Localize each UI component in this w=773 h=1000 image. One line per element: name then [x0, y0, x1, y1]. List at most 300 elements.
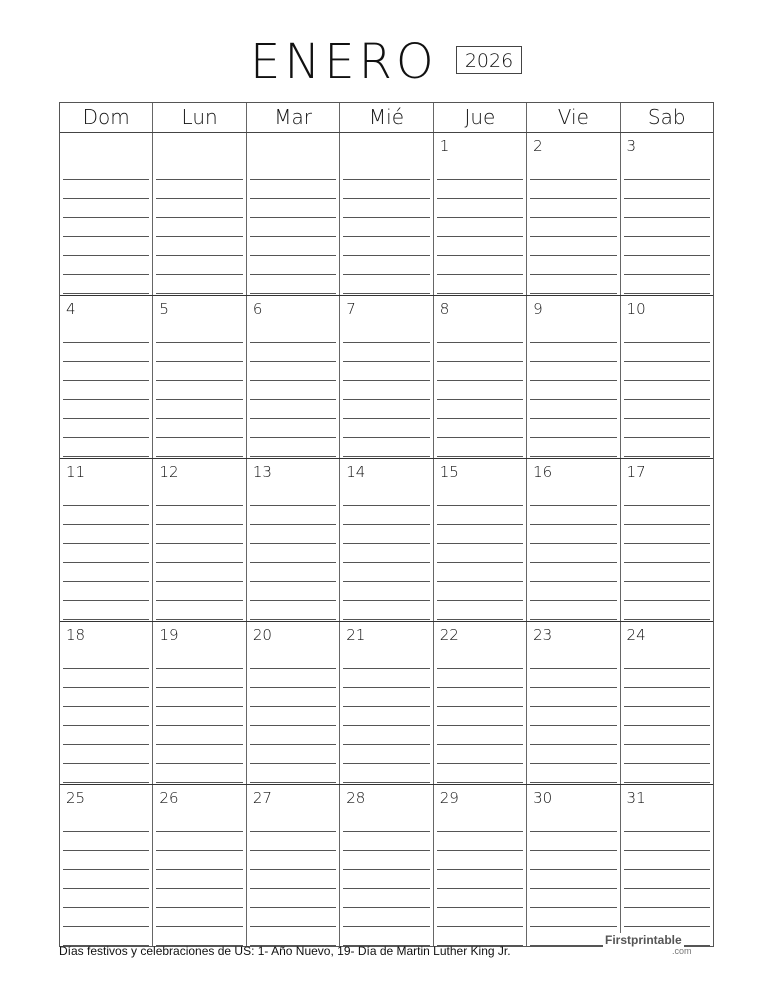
writing-line	[63, 669, 149, 688]
writing-line	[437, 343, 523, 362]
writing-line	[63, 438, 149, 457]
day-number: 14	[346, 463, 366, 481]
day-cell	[434, 785, 527, 946]
day-number: 23	[533, 626, 553, 644]
day-cell	[527, 785, 620, 946]
writing-line	[250, 544, 336, 563]
writing-line	[437, 851, 523, 870]
writing-line	[250, 161, 336, 180]
writing-line	[250, 650, 336, 669]
week-row	[60, 459, 713, 622]
writing-line	[530, 745, 616, 764]
day-number: 27	[252, 789, 272, 807]
writing-line	[343, 889, 429, 908]
writing-lines	[250, 161, 336, 294]
day-cell	[247, 459, 340, 621]
writing-line	[624, 525, 710, 544]
writing-line	[156, 851, 242, 870]
writing-line	[63, 199, 149, 218]
writing-line	[343, 256, 429, 275]
writing-line	[63, 582, 149, 601]
writing-lines	[437, 324, 523, 457]
week-row	[60, 622, 713, 785]
writing-line	[250, 707, 336, 726]
weekday-monday: Lun	[153, 103, 246, 132]
writing-line	[156, 218, 242, 237]
writing-line	[250, 525, 336, 544]
writing-line	[437, 256, 523, 275]
writing-line	[437, 180, 523, 199]
writing-line	[156, 650, 242, 669]
writing-line	[624, 544, 710, 563]
writing-line	[63, 870, 149, 889]
day-number: 30	[533, 789, 553, 807]
writing-line	[530, 870, 616, 889]
writing-line	[343, 745, 429, 764]
writing-lines	[343, 813, 429, 946]
writing-line	[437, 324, 523, 343]
writing-line	[530, 601, 616, 620]
writing-line	[343, 582, 429, 601]
writing-line	[250, 343, 336, 362]
writing-line	[530, 218, 616, 237]
writing-line	[343, 438, 429, 457]
writing-line	[530, 525, 616, 544]
writing-line	[63, 218, 149, 237]
writing-line	[437, 764, 523, 783]
day-number: 21	[346, 626, 366, 644]
writing-lines	[250, 324, 336, 457]
writing-line	[530, 544, 616, 563]
writing-line	[624, 908, 710, 927]
writing-line	[343, 362, 429, 381]
writing-line	[156, 726, 242, 745]
writing-line	[343, 487, 429, 506]
writing-lines	[530, 650, 616, 783]
writing-line	[530, 832, 616, 851]
writing-line	[250, 381, 336, 400]
writing-line	[63, 506, 149, 525]
writing-line	[156, 180, 242, 199]
writing-line	[624, 362, 710, 381]
writing-line	[250, 870, 336, 889]
writing-line	[156, 764, 242, 783]
day-number: 4	[66, 300, 76, 318]
writing-line	[63, 726, 149, 745]
writing-lines	[343, 324, 429, 457]
writing-line	[156, 813, 242, 832]
writing-line	[437, 582, 523, 601]
writing-line	[63, 851, 149, 870]
writing-line	[437, 601, 523, 620]
writing-lines	[530, 161, 616, 294]
writing-line	[437, 218, 523, 237]
writing-line	[343, 400, 429, 419]
writing-line	[530, 381, 616, 400]
writing-line	[63, 275, 149, 294]
writing-line	[63, 362, 149, 381]
writing-line	[437, 199, 523, 218]
day-cell	[153, 785, 246, 946]
day-cell	[621, 296, 713, 458]
writing-line	[624, 650, 710, 669]
writing-line	[250, 180, 336, 199]
day-number: 25	[66, 789, 86, 807]
writing-line	[437, 908, 523, 927]
writing-lines	[343, 650, 429, 783]
day-number: 26	[159, 789, 179, 807]
day-cell	[340, 622, 433, 784]
writing-line	[250, 487, 336, 506]
writing-line	[530, 419, 616, 438]
writing-line	[624, 419, 710, 438]
writing-lines	[250, 813, 336, 946]
writing-line	[250, 400, 336, 419]
writing-line	[156, 889, 242, 908]
writing-line	[250, 419, 336, 438]
writing-line	[63, 688, 149, 707]
writing-line	[624, 324, 710, 343]
writing-line	[437, 726, 523, 745]
writing-line	[250, 324, 336, 343]
writing-line	[63, 745, 149, 764]
writing-line	[530, 343, 616, 362]
day-number: 19	[159, 626, 179, 644]
day-cell	[340, 785, 433, 946]
week-row	[60, 133, 713, 296]
writing-line	[437, 381, 523, 400]
day-cell	[527, 133, 620, 295]
writing-line	[156, 745, 242, 764]
writing-line	[250, 601, 336, 620]
writing-line	[156, 419, 242, 438]
writing-line	[156, 256, 242, 275]
writing-line	[63, 487, 149, 506]
writing-line	[624, 582, 710, 601]
writing-line	[624, 688, 710, 707]
writing-lines	[250, 650, 336, 783]
day-number: 28	[346, 789, 366, 807]
writing-lines	[624, 650, 710, 783]
writing-line	[624, 669, 710, 688]
writing-line	[624, 506, 710, 525]
day-number: 29	[439, 789, 459, 807]
writing-line	[437, 275, 523, 294]
writing-line	[63, 237, 149, 256]
writing-line	[343, 851, 429, 870]
calendar-grid	[59, 102, 714, 947]
writing-line	[156, 908, 242, 927]
writing-line	[156, 525, 242, 544]
writing-line	[530, 889, 616, 908]
day-number: 1	[439, 137, 450, 155]
writing-line	[437, 544, 523, 563]
day-number: 15	[439, 463, 459, 481]
writing-line	[156, 237, 242, 256]
writing-line	[343, 669, 429, 688]
writing-line	[343, 726, 429, 745]
writing-line	[250, 851, 336, 870]
writing-line	[156, 199, 242, 218]
writing-lines	[343, 161, 429, 294]
day-cell	[527, 296, 620, 458]
writing-line	[63, 813, 149, 832]
writing-line	[624, 726, 710, 745]
weeks-container	[60, 133, 713, 946]
day-cell	[247, 133, 340, 295]
writing-line	[343, 419, 429, 438]
writing-line	[530, 180, 616, 199]
writing-line	[250, 832, 336, 851]
writing-line	[63, 324, 149, 343]
day-cell	[247, 622, 340, 784]
writing-line	[156, 362, 242, 381]
writing-lines	[437, 161, 523, 294]
day-number: 3	[626, 137, 637, 155]
writing-line	[530, 324, 616, 343]
writing-line	[624, 601, 710, 620]
day-cell	[247, 296, 340, 458]
writing-line	[63, 908, 149, 927]
writing-line	[343, 381, 429, 400]
writing-line	[530, 908, 616, 927]
writing-line	[624, 870, 710, 889]
day-cell	[60, 785, 153, 946]
writing-lines	[156, 161, 242, 294]
writing-line	[624, 745, 710, 764]
day-cell	[527, 459, 620, 621]
day-cell	[434, 133, 527, 295]
writing-line	[530, 726, 616, 745]
writing-line	[343, 707, 429, 726]
writing-line	[63, 544, 149, 563]
writing-line	[437, 362, 523, 381]
day-cell	[434, 459, 527, 621]
writing-line	[250, 275, 336, 294]
day-cell	[621, 622, 713, 784]
writing-line	[437, 870, 523, 889]
weekday-header-row	[60, 103, 713, 133]
writing-lines	[530, 324, 616, 457]
writing-line	[250, 813, 336, 832]
writing-line	[437, 506, 523, 525]
writing-line	[437, 650, 523, 669]
writing-line	[250, 218, 336, 237]
day-number: 22	[439, 626, 459, 644]
writing-line	[530, 161, 616, 180]
day-cell	[434, 622, 527, 784]
writing-line	[343, 525, 429, 544]
calendar-title	[0, 34, 773, 90]
writing-lines	[624, 487, 710, 620]
writing-line	[63, 889, 149, 908]
writing-line	[624, 381, 710, 400]
writing-line	[530, 563, 616, 582]
day-number: 10	[626, 300, 646, 318]
writing-line	[250, 889, 336, 908]
writing-line	[437, 688, 523, 707]
writing-line	[343, 237, 429, 256]
writing-line	[250, 669, 336, 688]
writing-lines	[63, 487, 149, 620]
writing-line	[156, 506, 242, 525]
brand-logo: Firstprintable	[605, 933, 682, 947]
writing-line	[63, 601, 149, 620]
writing-line	[624, 487, 710, 506]
writing-line	[343, 343, 429, 362]
weekday-sunday: Dom	[60, 103, 153, 132]
writing-line	[343, 650, 429, 669]
writing-line	[437, 707, 523, 726]
writing-line	[437, 237, 523, 256]
writing-line	[437, 669, 523, 688]
writing-line	[63, 419, 149, 438]
writing-lines	[530, 813, 616, 946]
writing-line	[250, 563, 336, 582]
day-number: 13	[252, 463, 272, 481]
writing-line	[343, 870, 429, 889]
writing-line	[437, 832, 523, 851]
writing-line	[156, 438, 242, 457]
writing-line	[624, 237, 710, 256]
day-cell	[153, 296, 246, 458]
writing-line	[624, 438, 710, 457]
day-cell	[527, 622, 620, 784]
writing-line	[63, 764, 149, 783]
writing-line	[530, 813, 616, 832]
writing-lines	[530, 487, 616, 620]
writing-line	[530, 400, 616, 419]
day-cell	[60, 133, 153, 295]
writing-line	[250, 764, 336, 783]
writing-lines	[63, 324, 149, 457]
writing-line	[437, 889, 523, 908]
writing-line	[437, 525, 523, 544]
writing-line	[63, 256, 149, 275]
writing-line	[530, 650, 616, 669]
writing-line	[343, 832, 429, 851]
day-number: 11	[66, 463, 86, 481]
writing-line	[624, 343, 710, 362]
writing-lines	[437, 813, 523, 946]
writing-line	[624, 764, 710, 783]
writing-line	[63, 563, 149, 582]
writing-line	[250, 256, 336, 275]
writing-lines	[156, 813, 242, 946]
writing-line	[624, 256, 710, 275]
day-number: 8	[439, 300, 450, 318]
day-cell	[153, 622, 246, 784]
day-number: 16	[533, 463, 553, 481]
writing-line	[343, 199, 429, 218]
day-number: 6	[252, 300, 263, 318]
day-number: 18	[66, 626, 86, 644]
writing-line	[156, 544, 242, 563]
writing-line	[63, 525, 149, 544]
writing-lines	[250, 487, 336, 620]
day-number: 5	[159, 300, 169, 318]
writing-line	[343, 180, 429, 199]
writing-lines	[437, 650, 523, 783]
writing-line	[437, 400, 523, 419]
writing-lines	[156, 650, 242, 783]
writing-line	[343, 275, 429, 294]
writing-line	[624, 563, 710, 582]
writing-line	[530, 256, 616, 275]
day-number: 20	[252, 626, 272, 644]
day-cell	[340, 133, 433, 295]
writing-line	[624, 400, 710, 419]
writing-line	[530, 487, 616, 506]
writing-line	[624, 851, 710, 870]
weekday-thursday: Jue	[434, 103, 527, 132]
writing-line	[343, 161, 429, 180]
day-cell	[434, 296, 527, 458]
week-row	[60, 785, 713, 946]
writing-line	[156, 870, 242, 889]
writing-line	[250, 688, 336, 707]
writing-line	[63, 343, 149, 362]
writing-line	[250, 582, 336, 601]
day-number: 12	[159, 463, 179, 481]
writing-line	[437, 419, 523, 438]
writing-lines	[63, 161, 149, 294]
writing-line	[343, 563, 429, 582]
weekday-saturday: Sab	[647, 105, 686, 129]
year-badge: 2026	[456, 46, 522, 74]
day-cell	[153, 459, 246, 621]
writing-line	[156, 601, 242, 620]
writing-line	[530, 438, 616, 457]
holidays-note: Días festivos y celebraciones de US: 1- Año Nuevo, 19- Día de Martin Luther King Jr.	[59, 944, 511, 958]
writing-lines	[156, 324, 242, 457]
writing-line	[530, 237, 616, 256]
writing-line	[250, 908, 336, 927]
day-cell	[621, 133, 713, 295]
writing-line	[63, 832, 149, 851]
writing-line	[156, 400, 242, 419]
writing-line	[530, 199, 616, 218]
writing-line	[437, 563, 523, 582]
day-number: 24	[626, 626, 646, 644]
writing-line	[624, 813, 710, 832]
writing-line	[624, 180, 710, 199]
day-cell	[60, 622, 153, 784]
writing-line	[250, 237, 336, 256]
day-cell	[340, 296, 433, 458]
writing-line	[343, 544, 429, 563]
day-number: 2	[533, 137, 543, 155]
writing-line	[156, 688, 242, 707]
writing-lines	[624, 324, 710, 457]
writing-line	[156, 669, 242, 688]
day-number: 7	[346, 300, 356, 318]
writing-lines	[63, 813, 149, 946]
writing-line	[624, 161, 710, 180]
writing-line	[156, 161, 242, 180]
weekday-tuesday: Mar	[247, 103, 340, 132]
writing-line	[437, 813, 523, 832]
writing-line	[343, 688, 429, 707]
writing-line	[530, 669, 616, 688]
day-cell	[340, 459, 433, 621]
day-cell	[60, 296, 153, 458]
day-number: 17	[626, 463, 646, 481]
week-row	[60, 296, 713, 459]
writing-line	[156, 563, 242, 582]
writing-line	[250, 506, 336, 525]
writing-line	[437, 438, 523, 457]
